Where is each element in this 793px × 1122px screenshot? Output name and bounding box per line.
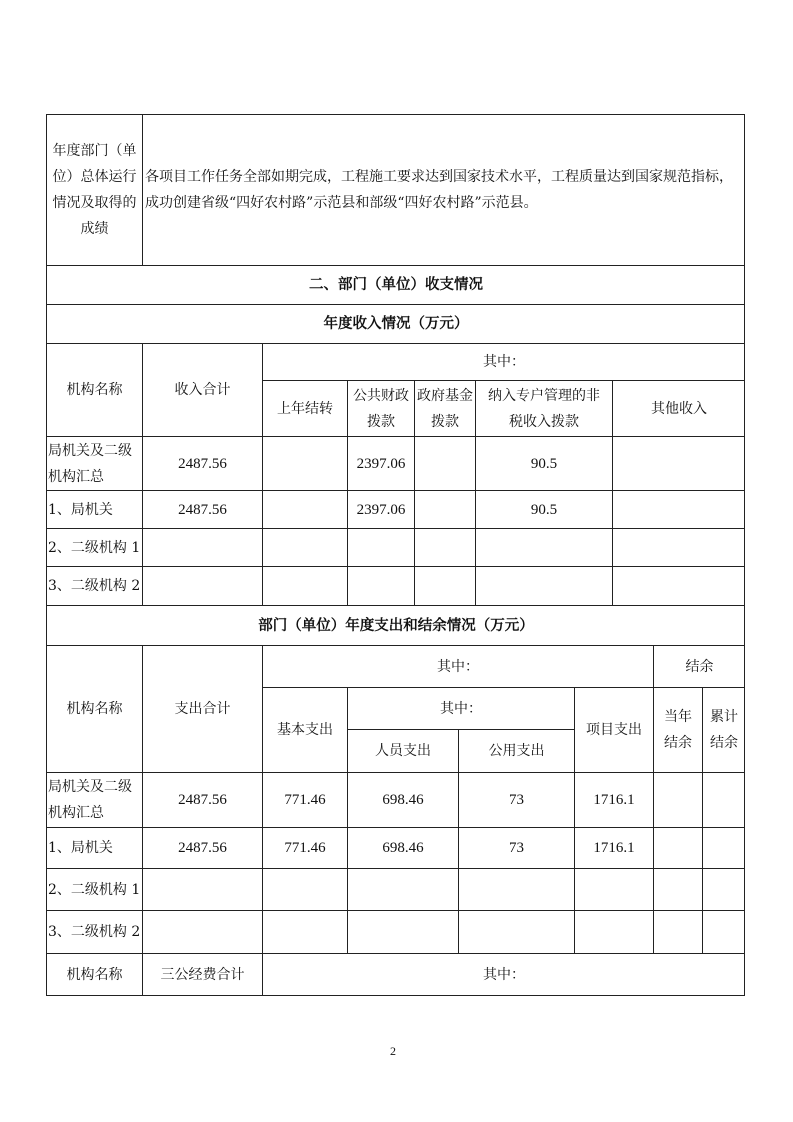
expense-cell-basic bbox=[262, 910, 347, 953]
summary-label: 年度部门（单位）总体运行情况及取得的成绩 bbox=[46, 114, 142, 265]
expense-header-balance: 结余 bbox=[653, 645, 745, 687]
expense-cell-basic: 771.46 bbox=[262, 772, 347, 827]
expense-cell-current-balance bbox=[653, 868, 702, 910]
expense-cell-personnel bbox=[347, 910, 458, 953]
income-cell-gov-fund bbox=[414, 566, 475, 605]
income-cell-gov-fund bbox=[414, 436, 475, 490]
expense-cell-public-use: 73 bbox=[458, 772, 574, 827]
income-header-non-tax: 纳入专户管理的非税收入拨款 bbox=[475, 380, 612, 436]
expense-cell-project: 1716.1 bbox=[574, 827, 653, 868]
income-cell-non-tax: 90.5 bbox=[475, 490, 612, 528]
income-header-carryover: 上年结转 bbox=[262, 380, 347, 436]
expense-cell-current-balance bbox=[653, 772, 702, 827]
expense-header-basic-of-which: 其中： bbox=[347, 687, 574, 729]
expense-header-current-balance: 当年结余 bbox=[653, 687, 702, 772]
income-title: 年度收入情况（万元） bbox=[46, 304, 745, 343]
expense-header-project: 项目支出 bbox=[574, 687, 653, 772]
income-header-total: 收入合计 bbox=[142, 343, 262, 436]
expense-cell-project: 1716.1 bbox=[574, 772, 653, 827]
expense-cell-public-use bbox=[458, 868, 574, 910]
income-cell-org: 1、局机关 bbox=[46, 490, 142, 528]
expense-header-basic: 基本支出 bbox=[262, 687, 347, 772]
income-cell-gov-fund bbox=[414, 528, 475, 566]
income-cell-public-finance: 2397.06 bbox=[347, 490, 414, 528]
expense-cell-cumulative-balance bbox=[702, 772, 745, 827]
budget-table bbox=[46, 114, 745, 996]
income-cell-carryover bbox=[262, 566, 347, 605]
expense-cell-public-use: 73 bbox=[458, 827, 574, 868]
income-header-org: 机构名称 bbox=[46, 343, 142, 436]
income-cell-total bbox=[142, 528, 262, 566]
section-title: 二、部门（单位）收支情况 bbox=[46, 265, 745, 304]
income-cell-total: 2487.56 bbox=[142, 436, 262, 490]
expense-cell-public-use bbox=[458, 910, 574, 953]
income-cell-carryover bbox=[262, 490, 347, 528]
expense-header-public-use: 公用支出 bbox=[458, 729, 574, 772]
expense-header-personnel: 人员支出 bbox=[347, 729, 458, 772]
income-cell-carryover bbox=[262, 528, 347, 566]
income-cell-other bbox=[612, 566, 745, 605]
expense-cell-personnel: 698.46 bbox=[347, 827, 458, 868]
income-cell-gov-fund bbox=[414, 490, 475, 528]
expense-header-cumulative-balance: 累计结余 bbox=[702, 687, 745, 772]
expense-cell-personnel bbox=[347, 868, 458, 910]
expense-cell-org: 局机关及二级机构汇总 bbox=[46, 772, 142, 827]
income-cell-non-tax bbox=[475, 528, 612, 566]
three-public-org: 机构名称 bbox=[46, 953, 142, 996]
summary-text: 各项目工作任务全部如期完成，工程施工要求达到国家技术水平，工程质量达到国家规范指标，成功创建省级“四好农村路”示范县和部级“四好农村路”示范县。 bbox=[142, 114, 745, 265]
income-cell-org: 2、二级机构 1 bbox=[46, 528, 142, 566]
income-cell-public-finance bbox=[347, 566, 414, 605]
income-cell-public-finance bbox=[347, 528, 414, 566]
expense-cell-basic bbox=[262, 868, 347, 910]
income-cell-other bbox=[612, 528, 745, 566]
income-cell-public-finance: 2397.06 bbox=[347, 436, 414, 490]
expense-cell-cumulative-balance bbox=[702, 827, 745, 868]
expense-cell-cumulative-balance bbox=[702, 868, 745, 910]
three-public-of-which: 其中： bbox=[262, 953, 745, 996]
page-number: 2 bbox=[390, 1044, 396, 1058]
expense-cell-basic: 771.46 bbox=[262, 827, 347, 868]
expense-cell-current-balance bbox=[653, 827, 702, 868]
income-cell-other bbox=[612, 490, 745, 528]
expense-cell-project bbox=[574, 910, 653, 953]
expense-cell-current-balance bbox=[653, 910, 702, 953]
income-cell-total bbox=[142, 566, 262, 605]
expense-header-total: 支出合计 bbox=[142, 645, 262, 772]
expense-cell-total bbox=[142, 868, 262, 910]
income-header-of-which: 其中： bbox=[262, 343, 745, 380]
income-cell-org: 3、二级机构 2 bbox=[46, 566, 142, 605]
income-header-public-finance: 公共财政拨款 bbox=[347, 380, 414, 436]
expense-cell-cumulative-balance bbox=[702, 910, 745, 953]
expense-cell-org: 3、二级机构 2 bbox=[46, 910, 142, 953]
three-public-total: 三公经费合计 bbox=[142, 953, 262, 996]
expense-cell-total: 2487.56 bbox=[142, 772, 262, 827]
expense-cell-org: 2、二级机构 1 bbox=[46, 868, 142, 910]
income-header-gov-fund: 政府基金拨款 bbox=[414, 380, 475, 436]
income-header-other: 其他收入 bbox=[612, 380, 745, 436]
income-cell-non-tax: 90.5 bbox=[475, 436, 612, 490]
expense-title: 部门（单位）年度支出和结余情况（万元） bbox=[46, 605, 745, 645]
income-cell-total: 2487.56 bbox=[142, 490, 262, 528]
income-cell-non-tax bbox=[475, 566, 612, 605]
expense-cell-total: 2487.56 bbox=[142, 827, 262, 868]
expense-cell-org: 1、局机关 bbox=[46, 827, 142, 868]
income-cell-carryover bbox=[262, 436, 347, 490]
expense-header-of-which: 其中： bbox=[262, 645, 653, 687]
income-cell-other bbox=[612, 436, 745, 490]
expense-cell-total bbox=[142, 910, 262, 953]
expense-cell-project bbox=[574, 868, 653, 910]
expense-cell-personnel: 698.46 bbox=[347, 772, 458, 827]
expense-header-org: 机构名称 bbox=[46, 645, 142, 772]
income-cell-org: 局机关及二级机构汇总 bbox=[46, 436, 142, 490]
